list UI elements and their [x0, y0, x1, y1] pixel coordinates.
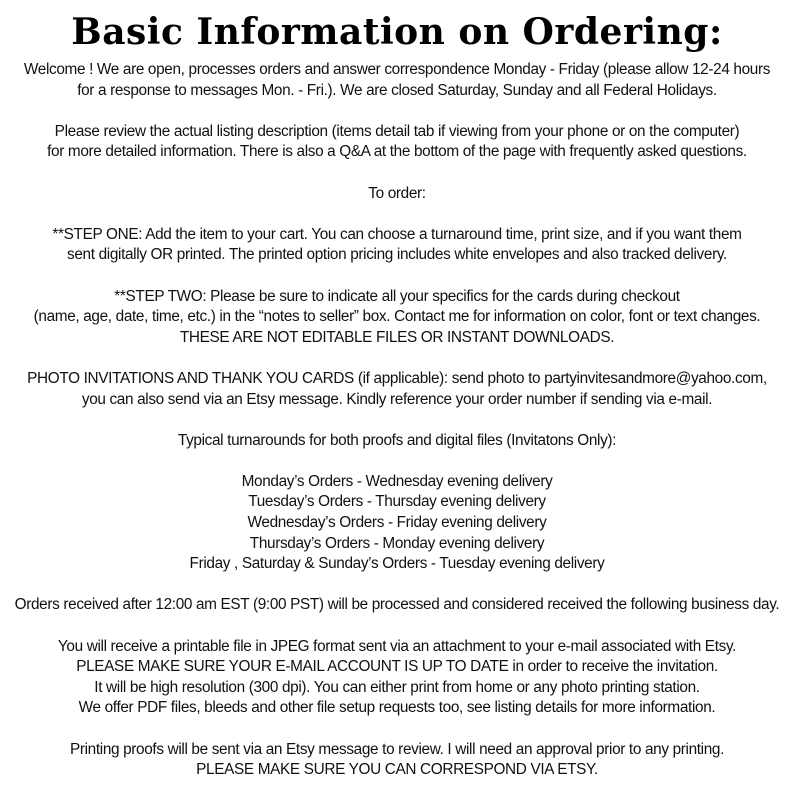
- text-line: Typical turnarounds for both proofs and digital files (Invitatons Only):: [177, 431, 617, 449]
- welcome-paragraph: [0, 60, 794, 101]
- text-line: Thursday’s Orders - Monday evening delivery: [249, 534, 545, 552]
- paragraph-spacer: [0, 204, 794, 225]
- file-delivery-paragraph: [0, 637, 794, 719]
- text-line: PLEASE MAKE SURE YOU CAN CORRESPOND VIA ETSY.: [196, 761, 598, 779]
- turnarounds-heading: [0, 431, 794, 452]
- photo-invitations-paragraph: [0, 369, 794, 410]
- text-line: PLEASE MAKE SURE YOUR E-MAIL ACCOUNT IS UP TO DATE in order to receive the invitation.: [76, 658, 718, 676]
- paragraph-spacer: [0, 719, 794, 740]
- to-order-heading: [0, 184, 794, 205]
- paragraph-spacer: [0, 451, 794, 472]
- text-line: Welcome ! We are open, processes orders and answer correspondence Monday - Friday (please allow 12-24 hours: [23, 61, 771, 78]
- text-line: you can also send via an Etsy message. Kindly reference your order number if sending via e-mail.: [81, 390, 713, 408]
- step-one-paragraph: [0, 225, 794, 266]
- paragraph-spacer: [0, 101, 794, 122]
- text-line: sent digitally OR printed. The printed option pricing includes white envelopes and also tracked delivery.: [67, 246, 727, 264]
- printing-proofs-paragraph: [0, 740, 794, 781]
- text-line: THESE ARE NOT EDITABLE FILES OR INSTANT DOWNLOADS.: [179, 328, 615, 346]
- text-line: for a response to messages Mon. - Fri.). We are closed Saturday, Sunday and all Federal Holidays.: [77, 81, 717, 99]
- text-line: Monday’s Orders - Wednesday evening delivery: [241, 472, 553, 490]
- text-line: **STEP ONE: Add the item to your cart. You can choose a turnaround time, print size, and if you want them: [52, 225, 742, 243]
- paragraph-spacer: [0, 410, 794, 431]
- text-line: You will receive a printable file in JPEG format sent via an attachment to your e-mail associated with Etsy.: [57, 637, 737, 655]
- text-line: **STEP TWO: Please be sure to indicate all your specifics for the cards during checkout: [114, 287, 680, 305]
- text-line: PHOTO INVITATIONS AND THANK YOU CARDS (if applicable): send photo to partyinvitesandmore@yahoo.com,: [27, 369, 767, 387]
- step-two-paragraph: [0, 287, 794, 349]
- text-line: It will be high resolution (300 dpi). You can either print from home or any photo printing station.: [94, 678, 700, 696]
- text-line: Tuesday’s Orders - Thursday evening delivery: [248, 493, 546, 511]
- paragraph-spacer: [0, 575, 794, 596]
- paragraph-spacer: [0, 163, 794, 184]
- text-line: Orders received after 12:00 am EST (9:00 PST) will be processed and considered received the following business day.: [14, 596, 780, 614]
- turnaround-schedule: [0, 472, 794, 575]
- text-line: Friday , Saturday & Sunday’s Orders - Tuesday evening delivery: [189, 555, 605, 573]
- text-line: Please review the actual listing description (items detail tab if viewing from your phone or on the computer): [54, 122, 740, 140]
- paragraph-spacer: [0, 266, 794, 287]
- text-line: We offer PDF files, bleeds and other file setup requests too, see listing details for more information.: [78, 699, 716, 717]
- orders-cutoff-paragraph: [0, 595, 794, 616]
- text-line: Wednesday’s Orders - Friday evening delivery: [247, 514, 547, 532]
- text-line: Printing proofs will be sent via an Etsy message to review. I will need an approval prior to any printing.: [69, 740, 725, 758]
- text-line: To order:: [368, 184, 426, 202]
- paragraph-spacer: [0, 616, 794, 637]
- paragraph-spacer: [0, 348, 794, 369]
- page-title: Basic Information on Ordering:: [71, 11, 723, 53]
- review-listing-paragraph: [0, 122, 794, 163]
- text-line: (name, age, date, time, etc.) in the “notes to seller” box. Contact me for information on color, font or text changes.: [33, 308, 761, 326]
- ordering-info-body: [0, 60, 794, 781]
- text-line: for more detailed information. There is also a Q&A at the bottom of the page with frequently asked questions.: [47, 143, 747, 161]
